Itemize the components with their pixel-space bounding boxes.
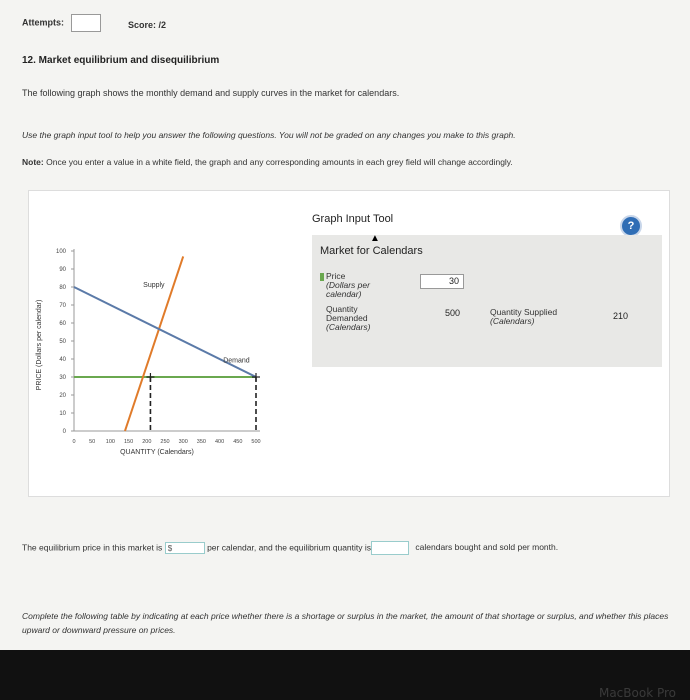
y-tick-label: 80: [59, 285, 66, 291]
y-tick-label: 10: [59, 411, 66, 417]
attempts-box: [71, 14, 101, 32]
question-intro: The following graph shows the monthly demand and supply curves in the market for calendars.: [22, 88, 400, 98]
y-tick-label: 0: [62, 429, 66, 435]
price-label-text: Price: [326, 271, 346, 281]
x-tick-label: 150: [124, 439, 134, 445]
y-tick-label: 50: [59, 339, 66, 345]
macbook-watermark: MacBook Pro: [598, 686, 676, 700]
quantity-supplied-label: [490, 308, 557, 326]
quantity-demanded-value: 500: [420, 306, 464, 321]
y-tick-label: 100: [55, 249, 66, 255]
eq-text-3: calendars bought and sold per month.: [415, 542, 559, 553]
supply-label: Supply: [143, 282, 165, 289]
y-tick-label: 30: [59, 375, 66, 381]
equilibrium-quantity-input[interactable]: [371, 541, 409, 555]
qd-unit: (Calendars): [326, 322, 371, 332]
question-title: 12. Market equilibrium and disequilibrium: [22, 55, 220, 66]
y-tick-label: 60: [59, 321, 66, 327]
score: [128, 20, 166, 30]
question-instructions: Use the graph input tool to help you answer the following questions. You will not be graded on any changes you make to this graph.: [22, 130, 516, 140]
graph-tool-subtitle: Market for Calendars: [320, 245, 423, 257]
x-tick-label: 0: [72, 439, 76, 445]
x-tick-label: 50: [89, 439, 96, 445]
price-unit: (Dollars per calendar): [326, 280, 370, 299]
attempts-label: Attempts:: [22, 17, 64, 28]
y-axis-label: PRICE (Dollars per calendar): [36, 299, 43, 391]
x-tick-label: 100: [105, 439, 115, 445]
y-tick-label: 70: [59, 303, 66, 309]
x-tick-label: 300: [178, 439, 188, 445]
equilibrium-question: [22, 541, 558, 555]
price-color-marker: [320, 273, 324, 281]
qd-label-text: Quantity Demanded: [326, 304, 368, 323]
x-tick-label: 400: [215, 439, 225, 445]
question-note: [22, 157, 513, 167]
x-tick-label: 200: [142, 439, 152, 445]
x-tick-label: 500: [251, 439, 261, 445]
eq-text-2: per calendar, and the equilibrium quantity is: [207, 542, 372, 553]
price-label: [320, 272, 386, 299]
y-tick-label: 20: [59, 393, 66, 399]
graph-tool-title: Graph Input Tool: [312, 213, 394, 225]
x-axis-label: QUANTITY (Calendars): [120, 449, 194, 456]
market-graph[interactable]: [28, 235, 308, 475]
qs-unit: (Calendars): [490, 316, 535, 326]
score-label: Score:: [128, 20, 157, 30]
price-input[interactable]: 30: [420, 274, 464, 289]
help-icon[interactable]: ?: [620, 215, 642, 237]
note-label: Note:: [22, 157, 44, 167]
attempts: [22, 14, 101, 32]
x-tick-label: 350: [196, 439, 206, 445]
qs-label-text: Quantity Supplied: [490, 307, 558, 317]
quantity-demanded-label: [326, 305, 396, 332]
screen-bezel: [0, 650, 690, 700]
complete-table-instructions: Complete the following table by indicating at each price whether there is a shortage or surplus in the market, the amount of that shortage or surplus, and whether this places upward or downward pressure on prices.: [22, 611, 669, 635]
cursor-icon: ▲: [370, 233, 380, 244]
equilibrium-price-input[interactable]: $: [165, 542, 205, 554]
demand-label: Demand: [223, 357, 250, 365]
quantity-supplied-value: 210: [588, 309, 632, 324]
eq-text-1: The equilibrium price in this market is: [22, 542, 163, 553]
y-tick-label: 40: [59, 357, 66, 363]
x-tick-label: 250: [160, 439, 170, 445]
y-tick-label: 90: [59, 267, 66, 273]
score-value: /2: [158, 20, 167, 30]
note-text: Once you enter a value in a white field, the graph and any corresponding amounts in each grey field will change accordingly.: [46, 157, 513, 167]
x-tick-label: 450: [233, 439, 243, 445]
